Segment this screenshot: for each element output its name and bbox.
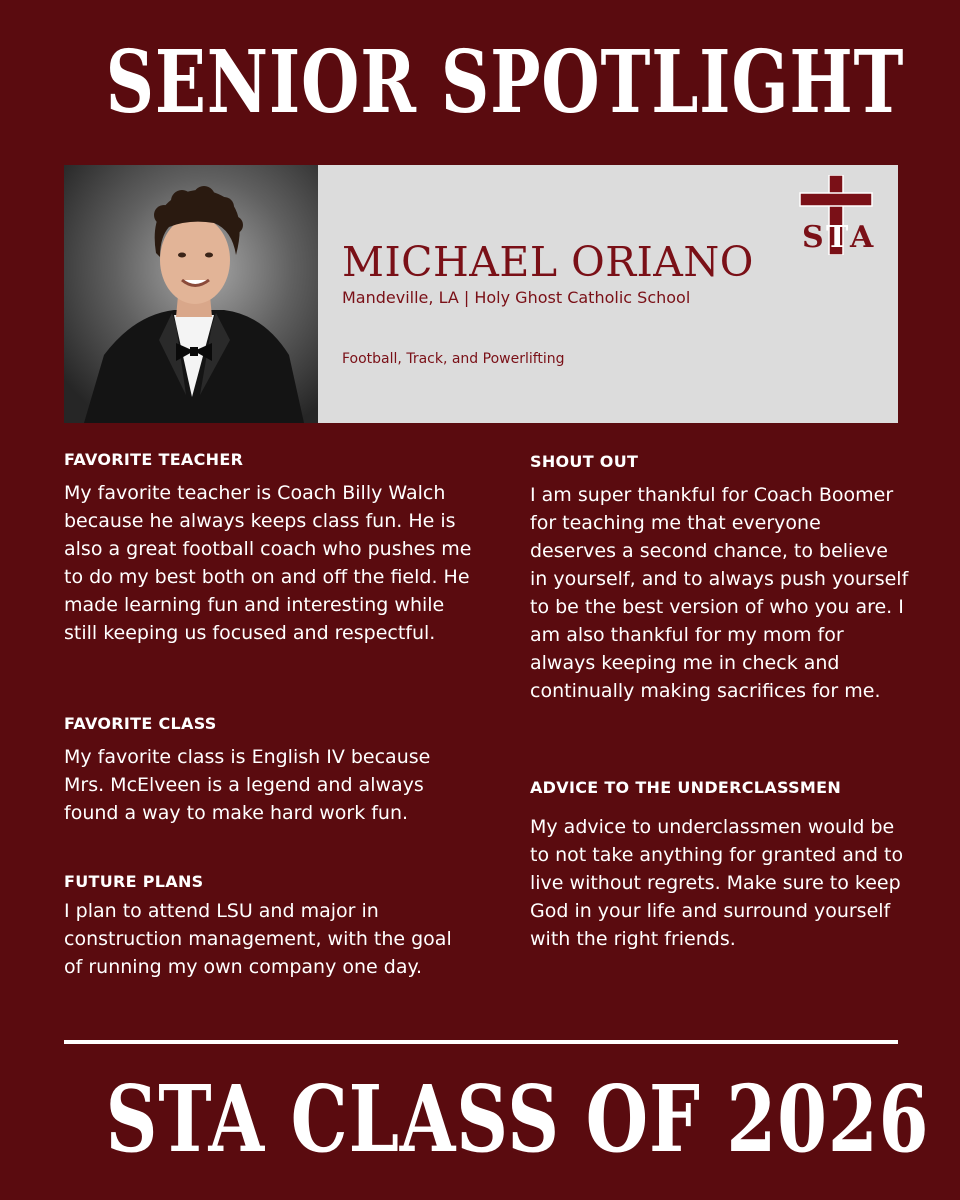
svg-text:A: A [850,220,874,255]
senior-portrait [64,165,318,423]
advice-body: My advice to underclassmen would be to not take anything for granted and to live without regrets. Make sure to keep God in your life and surround yourself with the right friends. [530,816,904,950]
portrait-illustration [64,165,318,423]
advice-section [530,778,910,953]
favorite-class-heading: FAVORITE CLASS [64,714,217,733]
future-plans-section [64,872,474,981]
favorite-class-body: My favorite class is English IV because Mrs. McElveen is a legend and always found a way to make hard work fun. [64,746,431,824]
svg-text:S: S [802,220,824,255]
favorite-teacher-heading: FAVORITE TEACHER [64,450,244,469]
sports-list: Football, Track, and Powerlifting [342,351,565,367]
shout-out-heading: SHOUT OUT [530,452,639,471]
student-name: MICHAEL ORIANO [342,238,754,286]
class-of-title: STA CLASS OF 2026 [105,1065,930,1173]
favorite-teacher-section [64,450,474,647]
favorite-class-section [64,714,474,827]
svg-text:T: T [826,220,849,255]
advice-heading: ADVICE TO THE UNDERCLASSMEN [530,778,842,797]
shout-out-body: I am super thankful for Coach Boomer for teaching me that everyone deserves a second chance, to believe in yourself, and to always push yourself to be the best version of who you are. I am also thankful for my mom for always keeping me in check and continually making sacrifices for me. [530,484,909,702]
profile-card [64,165,898,423]
sta-logo [798,175,876,255]
favorite-teacher-body: My favorite teacher is Coach Billy Walch because he always keeps class fun. He is also a great football coach who pushes me to do my best both on and off the field. He made learning fun and interesting while still keeping us focused and respectful. [64,482,472,644]
shout-out-section [530,452,910,705]
page-title: SENIOR SPOTLIGHT [105,32,905,133]
future-plans-body: I plan to attend LSU and major in construction management, with the goal of running my own company one day. [64,900,452,978]
footer-divider [64,1040,898,1044]
hometown-school: Mandeville, LA | Holy Ghost Catholic School [342,288,691,307]
future-plans-heading: FUTURE PLANS [64,872,204,891]
